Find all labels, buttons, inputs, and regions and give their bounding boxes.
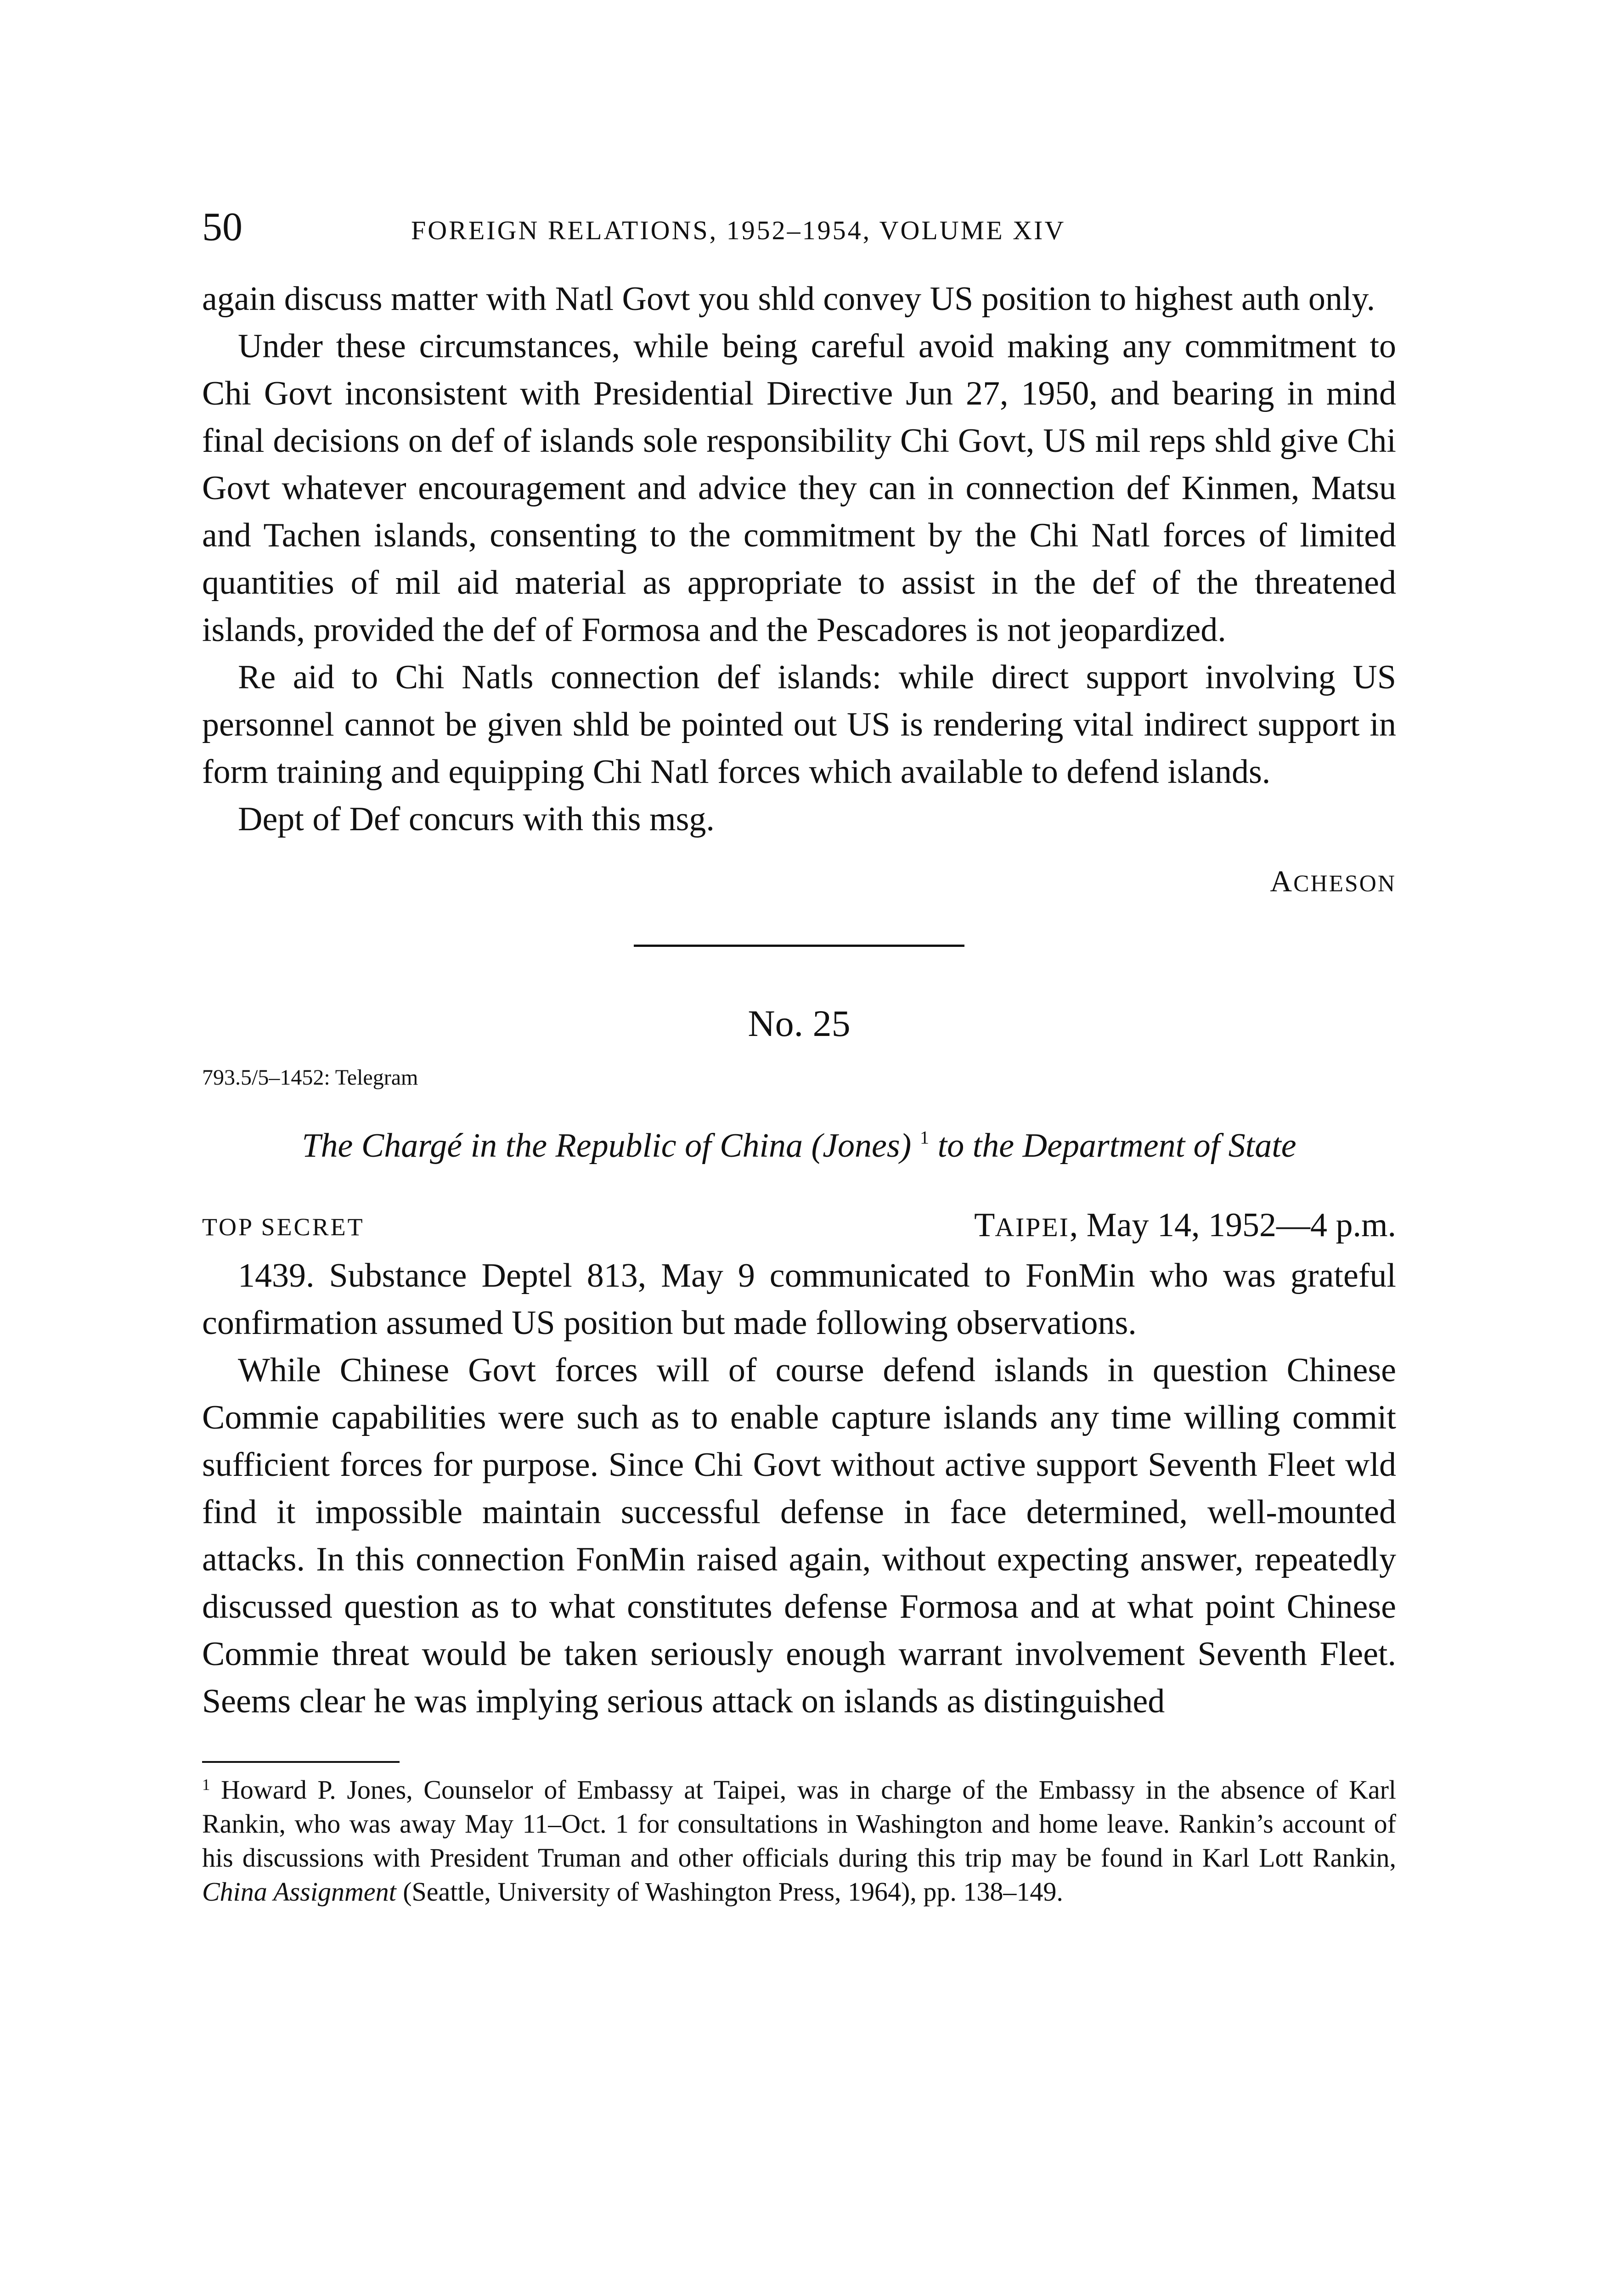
- title-part-2: to the Department of State: [929, 1127, 1296, 1165]
- footnote-divider: [202, 1761, 400, 1763]
- section-divider: [634, 945, 964, 947]
- dateline: [202, 1202, 1396, 1252]
- footnote-book-title: China Assignment: [202, 1877, 396, 1907]
- signature-initial: A: [1270, 865, 1294, 898]
- page-number: 50: [202, 205, 242, 249]
- body-paragraph: While Chinese Govt forces will of course defend islands in question Chinese Commie capabilities were such as to enable capture islands any time willing commit sufficient forces for purpose. Since Chi Govt without active support Seventh Fleet wld find it impossible maintain successful defense in face determined, well-mounted attacks. In this connection FonMin raised again, without expecting answer, repeatedly discussed question as to what constitutes defense Formosa and at what point Chinese Commie threat would be taken seriously enough warrant involvement Seventh Fleet. Seems clear he was implying serious attack on islands as distinguished: [202, 1351, 1396, 1720]
- page-header: [202, 202, 1396, 262]
- classification: TOP SECRET: [202, 1213, 365, 1241]
- signature-rest: CHESON: [1293, 871, 1396, 897]
- title-part-1: The Chargé in the Republic of China (Jones): [302, 1127, 912, 1165]
- body-paragraph: Dept of Def concurs with this msg.: [238, 800, 715, 838]
- signature: [202, 859, 1396, 907]
- running-head: FOREIGN RELATIONS, 1952–1954, VOLUME XIV: [411, 215, 1066, 245]
- place-rest: AIPEI: [995, 1213, 1070, 1242]
- document-title: [202, 1122, 1396, 1170]
- document-number: No. 25: [748, 1002, 851, 1044]
- place-initial: T: [974, 1206, 995, 1244]
- page-content: [202, 276, 1396, 1936]
- body-paragraph: Re aid to Chi Natls connection def islands: while direct support involving US personnel cannot be given shld be pointed out US is rendering vital indirect support in form training and equipping Chi Natl forces which available to defend islands.: [202, 658, 1396, 791]
- date: , May 14, 1952—4 p.m.: [1069, 1206, 1396, 1244]
- footnote: [202, 1773, 1396, 1909]
- body-paragraph: 1439. Substance Deptel 813, May 9 communicated to FonMin who was grateful confirmation assumed US position but made following observations.: [202, 1257, 1396, 1342]
- footnote-marker[interactable]: 1: [919, 1127, 930, 1148]
- footnote-text-1: Howard P. Jones, Counselor of Embassy at Taipei, was in charge of the Embassy in the absence of Karl Rankin, who was away May 11–Oct. 1 for consultations in Washington and home leave. Rankin’s account of his discussions with President Truman and other officials during this trip may be found in Karl Lott Rankin,: [202, 1775, 1396, 1873]
- place-and-date: [974, 1202, 1396, 1251]
- footnote-number: 1: [202, 1775, 210, 1794]
- footnote-text-2: (Seattle, University of Washington Press, 1964), pp. 138–149.: [396, 1877, 1063, 1907]
- continued-paragraph: again discuss matter with Natl Govt you shld convey US position to highest auth only.: [202, 280, 1375, 318]
- body-paragraph: Under these circumstances, while being careful avoid making any commitment to Chi Govt inconsistent with Presidential Directive Jun 27, 1950, and bearing in mind final decisions on def of islands sole responsibility Chi Govt, US mil reps shld give Chi Govt whatever encouragement and advice they can in connection def Kinmen, Matsu and Tachen islands, consenting to the commitment by the Chi Natl forces of limited quantities of mil aid material as appropriate to assist in the def of the threatened islands, provided the def of Formosa and the Pescadores is not jeopardized.: [202, 327, 1396, 649]
- file-reference: 793.5/5–1452: Telegram: [202, 1065, 418, 1090]
